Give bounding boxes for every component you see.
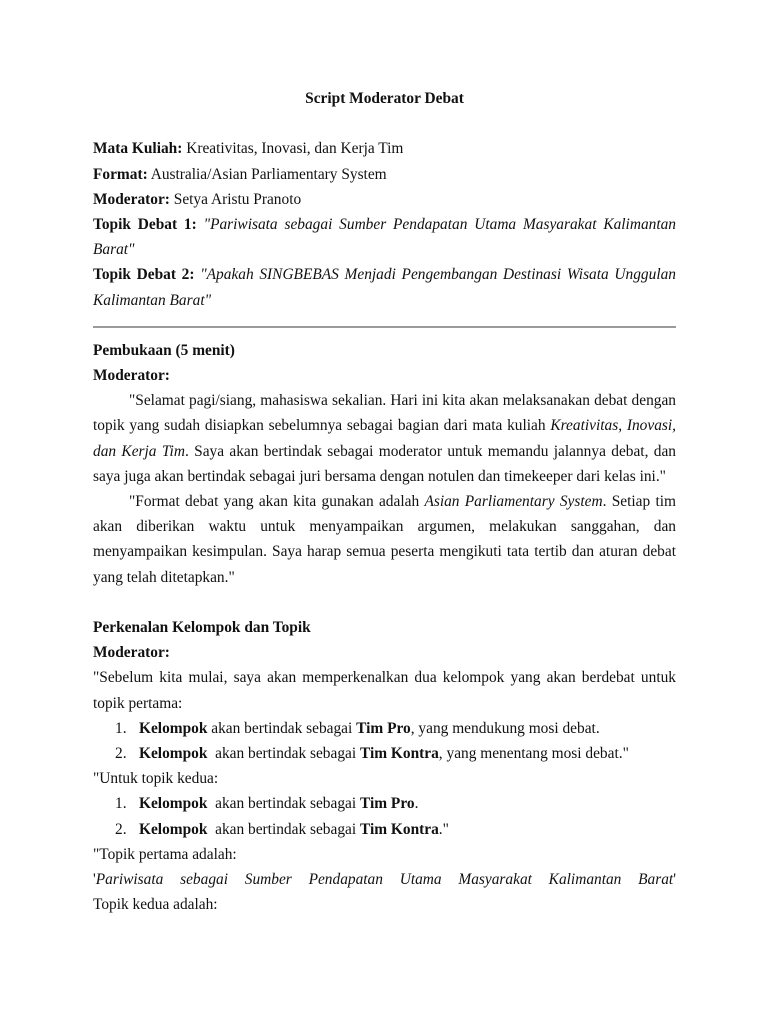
text-run-bold: Tim Pro — [359, 795, 415, 813]
list-number: 1. — [115, 719, 127, 737]
text-run-italic: Pariwisata sebagai Sumber Pendapatan Utama Masyarakat Kalimantan Barat — [95, 871, 674, 889]
meta-format — [93, 162, 676, 187]
text-run-italic: Asian Parliamentary System — [424, 493, 603, 511]
text-run: . — [414, 795, 419, 813]
text-run: akan bertindak sebagai — [207, 745, 360, 763]
text-run-bold: Kelompok — [139, 745, 208, 763]
list-item — [93, 791, 676, 816]
meta-value: "Apakah SINGBEBAS Menjadi Pengembangan Destinasi Wisata Unggulan Kalimantan Barat" — [93, 266, 676, 309]
text-run: , yang mendukung mosi debat. — [410, 719, 600, 737]
text-run: . Saya akan bertindak sebagai moderator untuk memandu jalannya debat, dan saya juga akan bertindak sebagai juri bersama dengan notulen dan timekeeper dari kelas ini." — [93, 442, 676, 485]
numbered-list — [93, 791, 676, 841]
meta-block — [93, 136, 676, 312]
text-run-bold: Kelompok — [139, 820, 208, 838]
text-run-bold: Kelompok — [139, 795, 208, 813]
speaker-label: Moderator: — [93, 367, 170, 385]
numbered-list — [93, 716, 676, 766]
text-run: ' — [93, 871, 96, 889]
meta-label: Topik Debat 1: — [93, 216, 197, 233]
list-item — [93, 716, 676, 741]
text-run: akan bertindak sebagai — [207, 719, 357, 737]
text-run-italic: Kreativitas, Inovasi, dan Kerja Tim — [93, 417, 676, 460]
text-run-bold: Kelompok — [139, 719, 208, 737]
section-perkenalan — [93, 615, 676, 917]
meta-topik-1 — [93, 212, 676, 262]
document-page — [93, 86, 676, 917]
list-item — [93, 817, 676, 842]
meta-value: Setya Aristu Pranoto — [169, 190, 302, 208]
section-heading: Pembukaan (5 menit) — [93, 341, 235, 359]
paragraph — [93, 489, 676, 590]
meta-topik-2 — [93, 262, 676, 312]
text-run: , yang menentang mosi debat." — [438, 745, 629, 763]
meta-moderator — [93, 187, 676, 212]
section-pembukaan — [93, 338, 676, 590]
meta-value: "Pariwisata sebagai Sumber Pendapatan Utama Masyarakat Kalimantan Barat" — [93, 216, 676, 259]
text-run-bold: Tim Kontra — [359, 745, 439, 763]
document-title: Script Moderator Debat — [305, 90, 464, 107]
text-run: akan bertindak sebagai — [207, 795, 360, 813]
text-run: "Format debat yang akan kita gunakan adalah — [129, 493, 425, 511]
speaker-label: Moderator: — [93, 644, 170, 662]
text-run: akan bertindak sebagai — [207, 820, 360, 838]
text-run: ' — [673, 871, 676, 889]
text-run-bold: Tim Kontra — [359, 820, 439, 838]
paragraph — [93, 867, 676, 892]
horizontal-divider — [93, 326, 676, 328]
meta-value: Australia/Asian Parliamentary System — [147, 165, 387, 183]
list-number: 2. — [115, 820, 127, 838]
list-item — [93, 741, 676, 766]
meta-mata-kuliah — [93, 136, 676, 161]
text-run: . Setiap tim akan diberikan waktu untuk menyampaikan argumen, melakukan sanggahan, dan menyampaikan kesimpulan. Saya harap semua peserta mengikuti tata tertib dan aturan debat yang telah ditetapkan." — [93, 493, 676, 586]
spacer — [93, 590, 676, 615]
paragraph: "Sebelum kita mulai, saya akan memperkenalkan dua kelompok yang akan berdebat untuk topik pertama: — [93, 669, 676, 712]
text-run: "Selamat pagi/siang, mahasiswa sekalian. Hari ini kita akan melaksanakan debat dengan topik yang sudah disiapkan sebelumnya sebagai bagian dari mata kuliah — [93, 392, 676, 435]
meta-label: Format: — [93, 165, 148, 183]
paragraph — [93, 388, 676, 489]
paragraph: Topik kedua adalah: — [93, 896, 218, 914]
section-heading: Perkenalan Kelompok dan Topik — [93, 619, 311, 637]
meta-label: Mata Kuliah: — [93, 140, 183, 158]
text-run-bold: Tim Pro — [356, 719, 411, 737]
paragraph: "Untuk topik kedua: — [93, 770, 219, 788]
paragraph: "Topik pertama adalah: — [93, 845, 237, 863]
text-run: ." — [438, 820, 449, 838]
list-number: 1. — [115, 795, 127, 813]
meta-label: Moderator: — [93, 190, 170, 208]
meta-label: Topik Debat 2: — [93, 266, 195, 284]
meta-value: Kreativitas, Inovasi, dan Kerja Tim — [182, 140, 404, 158]
list-number: 2. — [115, 745, 127, 763]
